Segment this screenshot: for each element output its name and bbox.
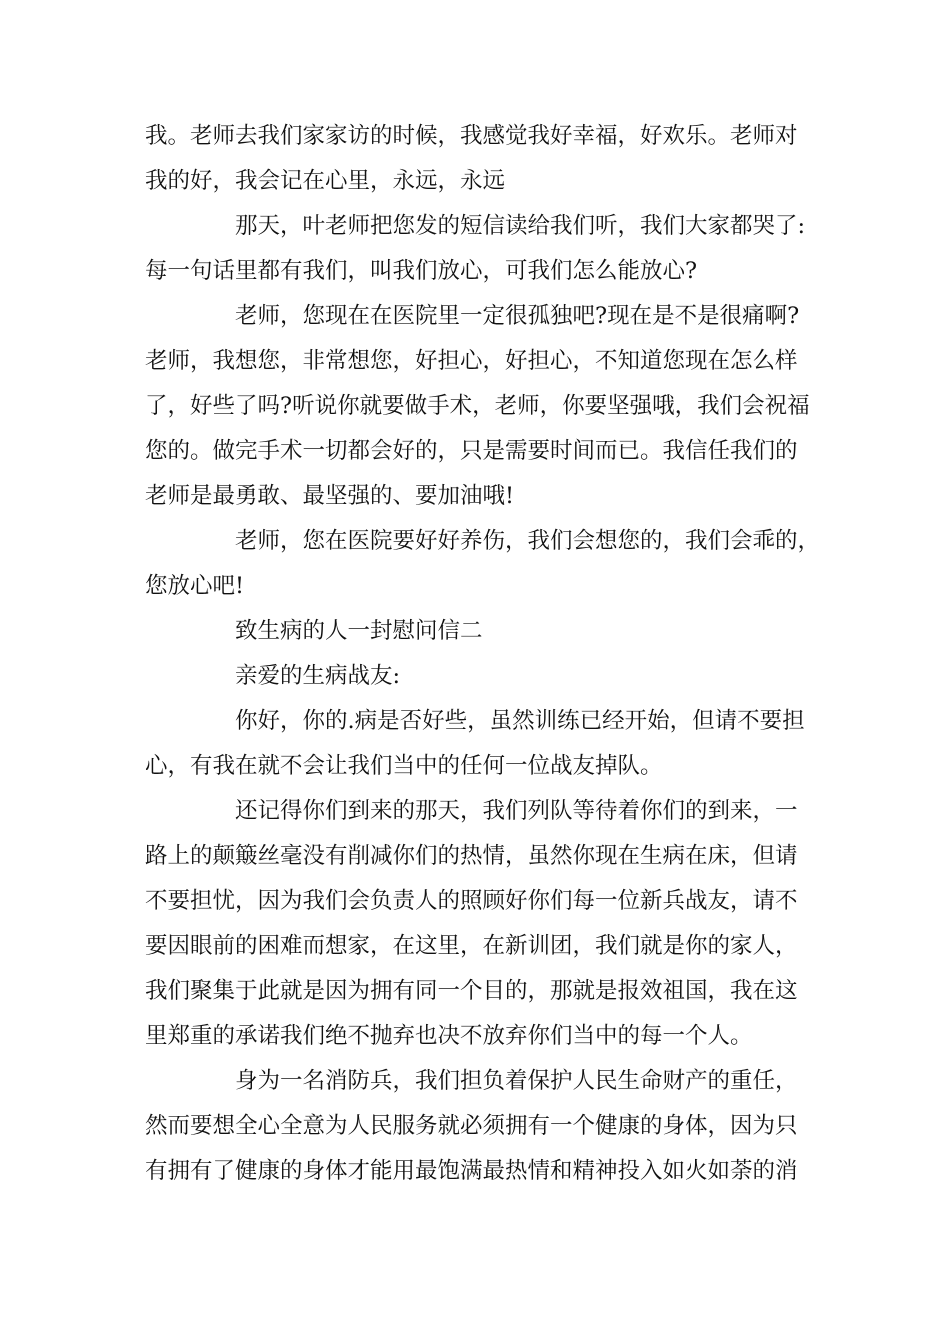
text-line-8: 您的。做完手术一切都会好的，只是需要时间而已。我信任我们的 [145, 438, 798, 464]
text-line-24: 有拥有了健康的身体才能用最饱满最热情和精神投入如火如荼的消 [145, 1158, 798, 1184]
document-page [145, 114, 825, 1194]
text-line-18: 不要担忧，因为我们会负责人的照顾好你们每一位新兵战友，请不 [145, 888, 798, 914]
text-line-17: 路上的颠簸丝毫没有削减你们的热情，虽然你现在生病在床，但请 [145, 843, 798, 869]
text-line-2: 我的好，我会记在心里，永远，永远 [145, 168, 506, 194]
text-line-22: 身为一名消防兵，我们担负着保护人民生命财产的重任， [235, 1068, 798, 1094]
text-line-9: 老师是最勇敢、最坚强的、要加油哦! [145, 483, 515, 509]
text-line-7: 了，好些了吗?听说你就要做手术，老师，你要坚强哦，我们会祝福 [145, 393, 810, 419]
section-heading: 致生病的人一封慰问信二 [235, 618, 483, 644]
text-line-3: 那天，叶老师把您发的短信读给我们听，我们大家都哭了: [235, 213, 806, 239]
text-line-15: 心，有我在就不会让我们当中的任何一位战友掉队。 [145, 753, 663, 779]
salutation: 亲爱的生病战友: [235, 663, 401, 689]
text-line-20: 我们聚集于此就是因为拥有同一个目的，那就是报效祖国，我在这 [145, 978, 798, 1004]
text-line-5: 老师，您现在在医院里一定很孤独吧?现在是不是很痛啊? [235, 303, 800, 329]
text-line-14: 你好，你的.病是否好些，虽然训练已经开始，但请不要担 [235, 708, 805, 734]
text-line-6: 老师，我想您，非常想您，好担心，好担心，不知道您现在怎么样 [145, 348, 798, 374]
text-line-16: 还记得你们到来的那天，我们列队等待着你们的到来，一 [235, 798, 798, 824]
text-line-19: 要因眼前的困难而想家，在这里，在新训团，我们就是你的家人， [145, 933, 798, 959]
text-line-21: 里郑重的承诺我们绝不抛弃也决不放弃你们当中的每一个人。 [145, 1023, 753, 1049]
text-line-10: 老师，您在医院要好好养伤，我们会想您的，我们会乖的， [235, 528, 821, 554]
text-line-4: 每一句话里都有我们，叫我们放心，可我们怎么能放心? [145, 258, 698, 284]
text-line-1: 我。老师去我们家家访的时候，我感觉我好幸福，好欢乐。老师对 [145, 123, 798, 149]
text-line-23: 然而要想全心全意为人民服务就必须拥有一个健康的身体，因为只 [145, 1113, 798, 1139]
text-line-11: 您放心吧! [145, 573, 245, 599]
